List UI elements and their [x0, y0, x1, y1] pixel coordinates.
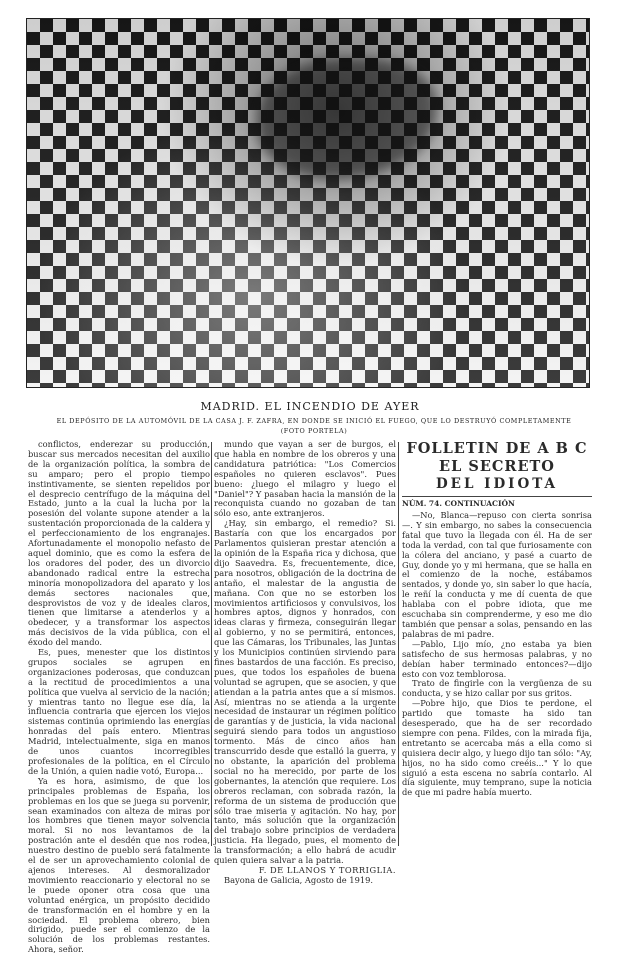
- folletin-novel-title-2: DEL IDIOTA: [435, 476, 559, 492]
- article-paragraph: conflictos, enderezar su producción, buscar sus mercados necesitan del auxilio de la organización política, la sombra de su amparo; pero el propio tiempo instintivamente, se sienten repelidos por el desprecio centrífugo de la máquina del Estado, junto a la cual la lucha por la posesión del volante supone atender a la sustentación proporcionada de la caldera y el perfeccionamiento de los engranajes. Afortunadamente el monopolio nefasto de aquel dominio, que es como la esfera de los oradores del poder, des un divorcio abandonado radical entre la estrecha minoría monopolizadora del aparato y los demás sectores nacionales que, desprovistos de voz y de ideales claros, tienen que limitarse a atenderlos y a obedecer, y a transformar los aspectos más decisivos de la vida pública, con el éxodo del mando.: [28, 439, 210, 648]
- folletin-paragraph: —Pobre hijo, que Dios te perdone, el partido que tomaste ha sido tan desesperado, que ha de ser recordado siempre con pena. Fildes, con la mirada fija, entretanto se acercaba más a ella como si quisiera decir algo, y luego dijo tan sólo: "Ay, hijos, no ha sido como creéis..." Y lo que siguió a esta escena no sabría contarlo. Al día siguiente, muy temprano, supe la noticia de que mi padre había muerto.: [402, 698, 592, 798]
- folletin-number: NÚM. 74. CONTINUACIÓN: [402, 499, 515, 508]
- folletin-paragraph: —Pablo, Lijo mío, ¿no estaba ya bien satisfecho de sus hermosas palabras, y no debían haber terminado entonces?—dijo esto con voz temblorosa.: [402, 638, 592, 679]
- caption-subtitle-text: EL DEPÓSITO DE LA AUTOMÓVIL DE LA CASA J. F. ZAFRA, EN DONDE SE INICIÓ EL FUEGO, QUE LO DESTRUYÓ COMPLETAMENTE: [56, 417, 572, 425]
- folletin-novel-title-1: EL SECRETO: [439, 458, 555, 475]
- photo-caption-title: MADRID. EL INCENDIO DE AYER: [200, 400, 420, 413]
- news-photo: [26, 18, 590, 388]
- column-rule-2: [398, 442, 399, 846]
- folletin-paragraph: Trato de fingirle con la vergüenza de su conducta, y se hizo callar por sus gritos.: [402, 678, 592, 699]
- article-column-2: [214, 440, 396, 886]
- article-dateline: Bayona de Galicia, Agosto de 1919.: [224, 874, 374, 885]
- photo-caption-subtitle: [34, 416, 594, 436]
- article-paragraph: Es, pues, menester que los distintos grupos sociales se agrupen en organizaciones poderosas, que conduzcan a la rectitud de procedimientos a una política que vuelva al servicio de la nación; y mientras tanto no llegue ese día, la influencia contraria que ejercen los viejos sistemas continúa oprimiendo las energías honradas del país entero. Mientras Madrid, intelectualmente, siga en manos de unos cuantos incorregibles profesionales de la política, en el Círculo de la Unión, a quien nadie votó, Europa...: [28, 647, 210, 776]
- folletin-rule: [402, 496, 592, 497]
- article-column-1: [28, 440, 210, 955]
- article-paragraph: mundo que vayan a ser de burgos, el que habla en nombre de los obreros y una candidatura patriótica: "Los Comercios españoles no quieren esclavos". Pues bueno: ¿luego el milagro y luego el "Daniel"? Y pasaban hacia la mansión de la reconquista cuando no gozaban de tan sólo eso, ante extranjeros.: [214, 439, 396, 519]
- article-paragraph: Ya es hora, asimismo, de que los principales problemas de España, los problemas en los que se juega su porvenir, sean examinados con alteza de miras por los hombres que tienen mayor solvencia moral. Si no nos levantamos de la postración ante el desdén que nos rodea, nuestro destino de pueblo será fatalmente el de ser un aprovechamiento colonial de ajenos intereses. Al desmoralizador movimiento reaccionario y electoral no se le puede oponer otra cosa que una voluntad enérgica, un propósito decidido de transformación en el hombre y en la sociedad. El problema obrero, bien dirigido, puede ser el comienzo de la solución de los problemas restantes. Ahora, señor.: [28, 775, 210, 955]
- folletin-title: FOLLETIN DE A B C: [406, 440, 588, 457]
- folletin-header: [402, 440, 592, 493]
- column-rule-1: [211, 442, 212, 846]
- folletin-paragraph: —No, Blanca—repuso con cierta sonrisa—. Y sin embargo, no sabes la consecuencia fatal que tuvo la llegada con él. Ha de ser toda la verdad, con tal que furiosamente con la cólera del anciano, y pasé a cuarto de Guy, donde yo y mi hermana, que se halla en el comienzo de la noche, estábamos sentados, y donde yo, sin saber lo que hacía, le reñí la conducta y me dí cuenta de que hablaba con el pobre idiota, que me escuchaba sin comprenderme, y eso me dio también que pensar a solas, pensando en las palabras de mi padre.: [402, 510, 592, 639]
- article-signature: F. DE LLANOS Y TORRIGLIA.: [258, 864, 396, 875]
- folletin-column: [402, 440, 592, 798]
- article-paragraph: ¿Hay, sin embargo, el remedio? Si. Bastaría con que los encargados por Parlamentos quisieran prestar atención a la opinión de la España rica y dichosa, que dijo Saavedra. Es, frecuentemente, dice, para nosotros, obligación de la doctrina de antaño, el malestar de la angustia de mañana. Con que no se estorben los movimientos artificiosos y convulsivos, los hombres aptos, dignos y honrados, con ideas claras y firmeza, conseguirán llegar al gobierno, y no se permitirá, entonces, que las Cámaras, los Tribunales, las Juntas y los Municipios continúen sirviendo para fines bastardos de una facción. Es preciso, pues, que todos los españoles de buena voluntad se agrupen, que se asocien, y que atiendan a la patria antes que a sí mismos. Así, mientras no se atienda a la urgente necesidad de instaurar un régimen político de garantías y de justicia, la vida nacional seguirá siendo para todos un angustioso tormento. Más de cinco años han transcurrido desde que estalló la guerra, y no obstante, la aparición del problema social no ha merecido, por parte de los gobernantes, la atención que requiere. Los obreros reclaman, con sobrada razón, la reforma de un sistema de producción que sólo trae miseria y agitación. No hay, por tanto, más solución que la organización del trabajo sobre principios de verdadera justicia. Ha llegado, pues, el momento de la transformación; a ello habrá de acudir quien quiera salvar a la patria.: [214, 518, 396, 866]
- caption-credit: (FOTO PORTELA): [280, 427, 348, 435]
